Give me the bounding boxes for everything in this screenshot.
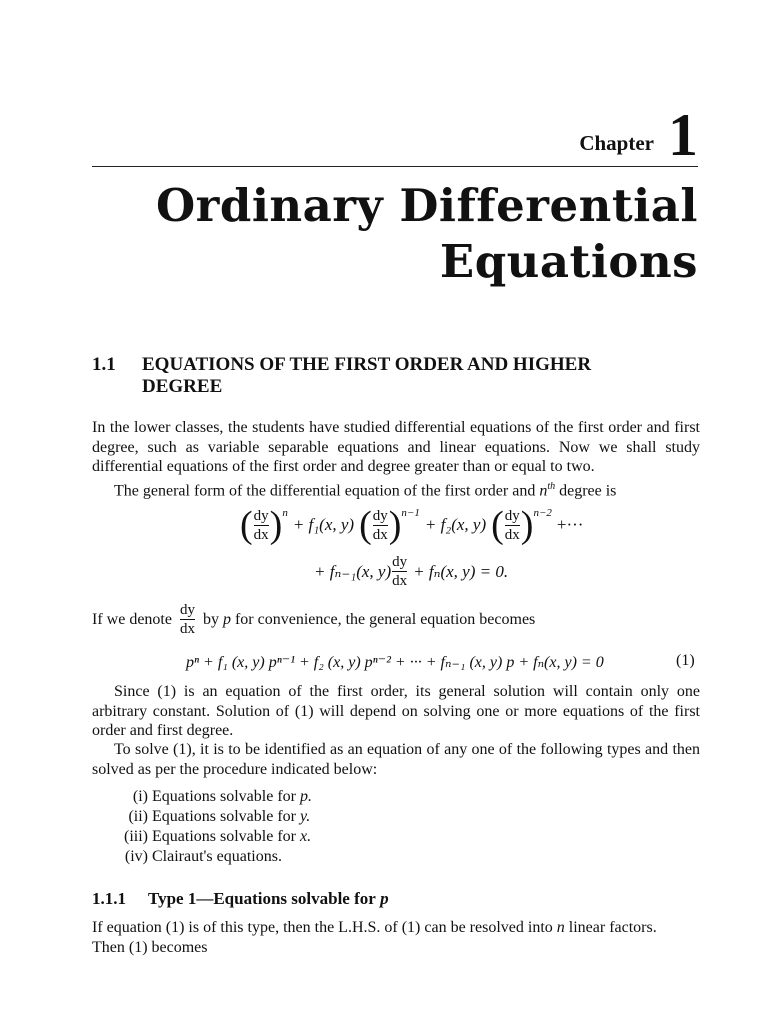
final-paragraph [92, 918, 700, 957]
intro-paragraph: In the lower classes, the students have studied differential equations of the first order and first degree, such as variable separable equations and linear equations. Now we shall study differential equations of the first order and degree greater than or equal to two. [92, 419, 700, 475]
denote-pre: If we denote [92, 610, 172, 628]
term-fn: + fₙ(x, y) = 0. [413, 561, 509, 581]
chapter-title [156, 178, 698, 290]
chapter-number: 1 [668, 102, 698, 168]
since-paragraph: Since (1) is an equation of the first order, its general solution will contain only one arbitrary constant. Solution of (1) will depend on solving one or more equations of the first order and first degree. [92, 683, 700, 739]
final-paragraph-post: linear factors. [568, 919, 657, 936]
term-fn-minus-1: + fₙ₋₁(x, y) [314, 561, 392, 581]
general-equation [240, 506, 660, 598]
chapter-label: Chapter [579, 131, 654, 155]
final-paragraph-pre: If equation (1) is of this type, then the L.H.S. of (1) can be resolved into [92, 919, 553, 936]
denote-p: p [222, 610, 231, 628]
chapter-rule [92, 166, 698, 167]
general-form-n: n [539, 482, 548, 500]
chapter-title-line2: Equations [439, 235, 698, 288]
dy-dx-fraction: $\frac{dy}{dx}$ [504, 507, 520, 543]
general-equation-line2 [314, 554, 513, 589]
general-form-text: The general form of the differential equation of the first order and [114, 482, 536, 500]
chapter-title-line1: Ordinary Differential [155, 179, 698, 232]
list-item: (i) Equations solvable for p. [132, 788, 312, 805]
subsection-heading [92, 889, 389, 909]
list-item: (ii) Equations solvable for y. [128, 808, 311, 825]
section-heading [92, 354, 662, 398]
general-form-paragraph [92, 477, 700, 501]
list-item: (iv) Clairaut's equations. [124, 848, 282, 865]
dy-dx-fraction: $\frac{dy}{dx}$ [392, 554, 408, 589]
general-form-tail: degree is [559, 482, 617, 500]
denote-line [92, 602, 535, 637]
equation-1-label: (1) [676, 652, 695, 669]
term-f1: + f₁(x, y) [292, 515, 355, 534]
general-equation-line1: ( $\frac{dy}{dx}$ ) $^n$ + f₁(x, y) ( $\frac{dy}{dx}$ ) $^{n-1}$ + f₂(x, y) ( $\frac{dy}{dx}$ ) $^{n-2}$ +··· [240, 504, 584, 546]
final-paragraph-line2: Then (1) becomes [92, 938, 208, 956]
term-f2: + f₂(x, y) [424, 515, 487, 534]
subsection-var: p [380, 889, 389, 908]
final-paragraph-n: n [556, 919, 565, 936]
solve-paragraph: To solve (1), it is to be identified as an equation of any one of the following types and then solved as per the procedure indicated below: [92, 741, 700, 778]
section-number: 1.1 [92, 354, 116, 375]
exponent-n-minus-2: n−2 [533, 507, 552, 519]
subsection-title: Type 1—Equations solvable for [148, 889, 376, 908]
equation-1: pⁿ + f₁ (x, y) pⁿ⁻¹ + f₂ (x, y) pⁿ⁻² + ··· + fₙ₋₁ (x, y) p + fₙ(x, y) = 0 [186, 654, 604, 671]
dy-dx-fraction: $\frac{dy}{dx}$ [372, 507, 388, 543]
denote-post: for convenience, the general equation becomes [234, 610, 536, 628]
chapter-header [579, 102, 698, 168]
exponent-n: n [282, 507, 288, 519]
exponent-n-minus-1: n−1 [401, 507, 420, 519]
subsection-number: 1.1.1 [92, 889, 126, 908]
list-item: (iii) Equations solvable for x. [124, 828, 312, 845]
dy-dx-fraction: $\frac{dy}{dx}$ [253, 507, 269, 543]
denote-by: by [202, 610, 219, 628]
ellipsis-term: +··· [556, 515, 584, 534]
general-form-th: th [547, 481, 556, 492]
dy-dx-fraction: $\frac{dy}{dx}$ [179, 602, 195, 637]
section-title: EQUATIONS OF THE FIRST ORDER AND HIGHER DEGREE [142, 354, 592, 397]
types-list [108, 787, 312, 867]
